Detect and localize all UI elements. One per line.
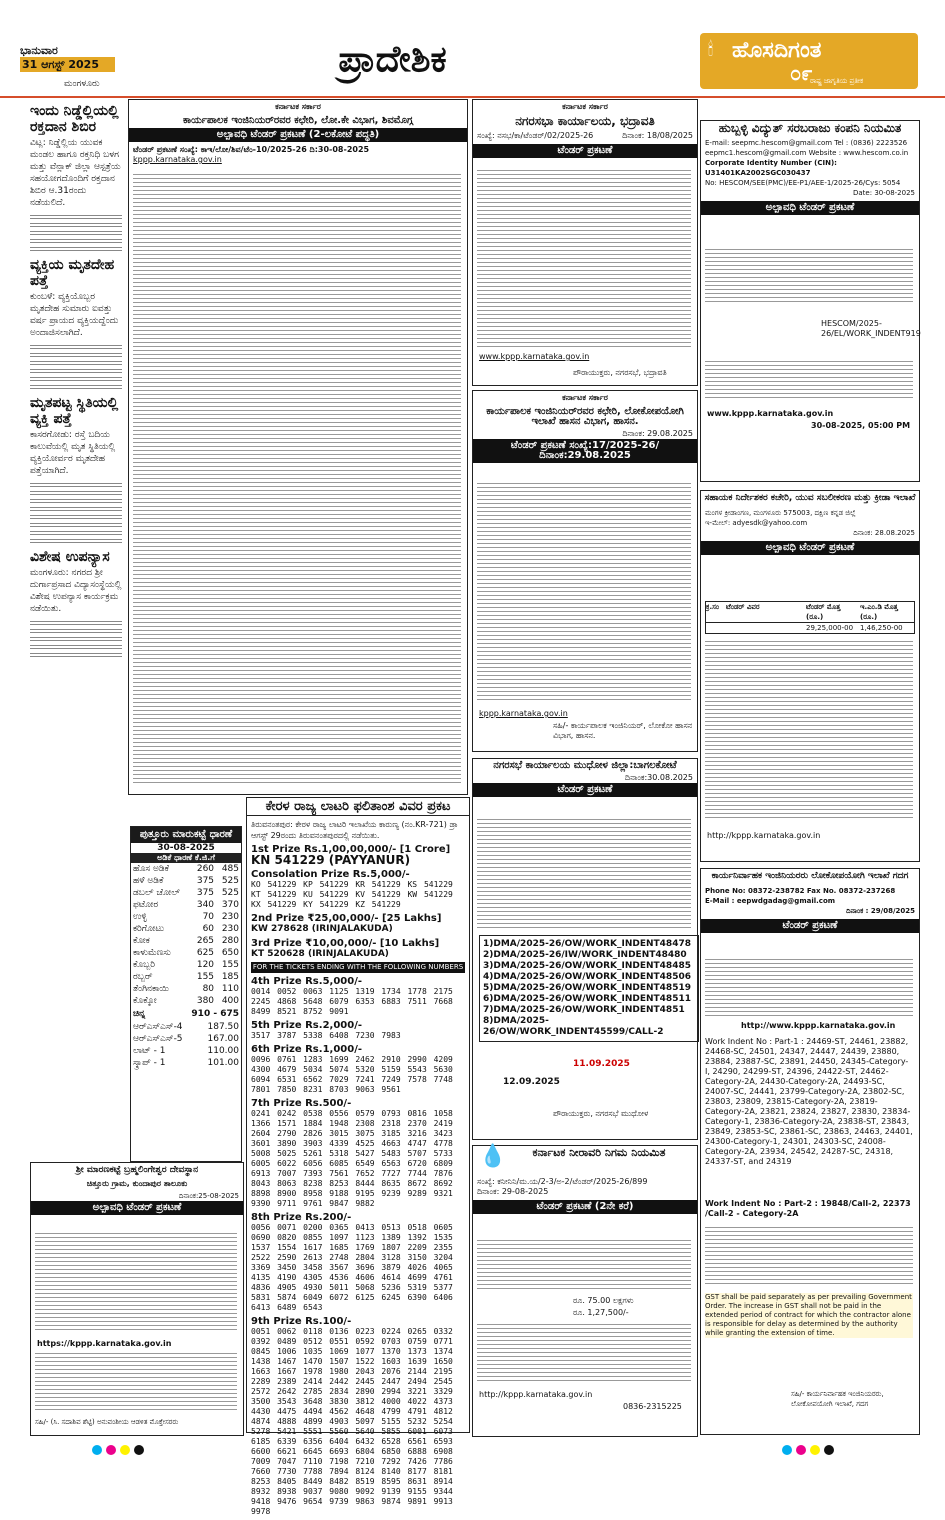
rate-cell: 525 [221, 888, 239, 898]
ad-portal[interactable]: http://kppp.karnataka.gov.in [707, 831, 821, 840]
rates-table [131, 863, 241, 1007]
rate-cell: 110 [221, 984, 239, 994]
ad-ref: ಸಂಖ್ಯೆ: ಕನೀನಿನಿ/ಮ.ಯ/2-3/ಅ-2/ಟೆಂಡರ್/2025-26/899 [477, 1177, 648, 1186]
rate-cell: 370 [221, 900, 239, 910]
ad-portal[interactable]: www.kppp.karnataka.gov.in [479, 352, 590, 361]
indent-item: 2)DMA/2025-26/IW/WORK_INDENT48480 [483, 950, 687, 960]
work-indent-part1: Work Indent No : Part-1 : 24469-ST, 24461, 23882, 24468-SC, 24501, 24347, 24447, 24439, 23880, 23884, 23887-SC, 23891, 24450, 24345-Category-I, 24290, 24299-ST, 24396, 24422-ST, 24462-Category-2A, 24430-Category-2A, 24493-SC, 24007-SC, 24441, 23799-Category-2A, 23802-SC, 23803, 23809, 23815-Category-2A, 23819-Category-2A, 23821, 23824, 23827, 23830, 23834-Category-1, 23836-Category-2A, 23838-ST, 23843, 23849, 23853-SC, 23861-SC, 23863, 24463, 24401, 24300-Category-1, 24301, 24303-SC, 24008-Category-2A, 23934, 24542, 24287-SC, 24318, 24337-ST, and 24319 [705, 1037, 913, 1166]
rate-cell: 155 [196, 972, 215, 982]
ad-portal[interactable]: http://www.kppp.karnataka.gov.in [741, 1021, 896, 1030]
rate-cell: 625 [196, 948, 215, 958]
lottery-intro: ತಿರುವನಂತಪುರ: ಕೇರಳ ರಾಜ್ಯ ಲಾಟರಿ ಇಲಾಖೆಯ ಕಾರುಣ್ಯ (ನಂ.KR-721) ಡ್ರಾ ಆಗಸ್ಟ್ 29ರಂದು ತಿರುವನಂತಪುರದಲ್ಲಿ ನಡೆಯಿತು. [251, 820, 458, 840]
ad-title: ಅಲ್ಪಾವಧಿ ಟೆಂಡರ್ ಪ್ರಕಟಣೆ (2-ಲಕೋಟೆ ಪದ್ಧತಿ) [129, 128, 467, 142]
page-title: ಪ್ರಾದೇಶಿಕ [300, 40, 485, 78]
rate-row [131, 983, 241, 995]
ad-signoff: ಸಹಿ/- (ಸಿ. ಸದಾಶಿವ ಶೆಟ್ಟಿ) ಅನುವಂಶೀಯ ಆಡಳಿತ ಮೊಕ್ತೇಸರರು [35, 1418, 179, 1426]
left-news-column [30, 99, 122, 839]
brand-logo [700, 33, 918, 89]
rubber-cell: 187.50 [207, 1022, 239, 1032]
ad-date: Date: 30-08-2025 [853, 189, 915, 197]
prize-label: 5th Prize Rs.2,000/- [251, 1020, 362, 1031]
ad-signoff: ಪೌರಾಯುಕ್ತರು, ನಗರಸಭೆ ಮುಧೋಳ [553, 1109, 649, 1118]
ad-office: ಕಾರ್ಯನಿರ್ವಾಹಕ ಇಂಜಿನಿಯರರು ಲೋಕೋಪಯೋಗಿ ಇಲಾಖೆ ಗದಗ [711, 871, 909, 881]
prize-number: KN 541229 (PAYYANUR) [251, 853, 411, 867]
rate-cell: 60 [202, 924, 215, 934]
rate-cell: 155 [221, 960, 239, 970]
rubber-row [131, 1033, 241, 1045]
rubber-cell: 101.00 [207, 1058, 239, 1068]
ad-portal[interactable]: kppp.karnataka.gov.in [133, 155, 222, 164]
ad-title: ಟೆಂಡರ್ ಪ್ರಕಟಣೆ (2ನೇ ಕರೆ) [473, 1200, 697, 1214]
masthead-divider [0, 96, 945, 98]
rate-cell: 185 [221, 972, 239, 982]
indent-item: 5)DMA/2025-26/OW/WORK_INDENT48519 [483, 983, 691, 993]
prize-label: 6th Prize Rs.1,000/- [251, 1044, 362, 1055]
ad-email: ಇ-ಮೇಲ್: adyesdk@yahoo.com [705, 519, 808, 527]
rubber-row [131, 1021, 241, 1033]
rate-cell: ಉಳ್ಳಿ [133, 912, 147, 922]
rate-row [131, 863, 241, 875]
rate-cell: 380 [196, 996, 215, 1006]
prize-number: KT 520628 (IRINJALAKUDA) [251, 949, 389, 959]
lottery-title: ಕೇರಳ ರಾಜ್ಯ ಲಾಟರಿ ಫಲಿತಾಂಶ ವಿವರ ಪ್ರಕಟ [247, 798, 469, 816]
rubber-row [131, 1057, 241, 1069]
rate-cell: ಕೊಕ್ಕೋ [133, 996, 157, 1006]
ad-indent: HESCOM/2025-26/EL/WORK_INDENT919 [821, 319, 921, 338]
ad-ref: No: HESCOM/SEE(PMC)/EE-P1/AEE-1/2025-26/Cys: 5054 [705, 179, 901, 187]
table-header: ಕ್ರ.ಸಂ [706, 603, 719, 611]
prize-label: Consolation Prize Rs.5,000/- [251, 869, 410, 880]
rate-cell: 230 [221, 924, 239, 934]
table-cell: 29,25,000-00 [806, 624, 854, 632]
ad-ref: ಸಂಖ್ಯೆ: ನಸಭ/ಕಾ/ಟೆಂಡರ್/02/2025-26 [477, 131, 594, 140]
rubber-cell: ಆರ್‌ಎಸ್‌ಎಸ್-4 [133, 1022, 183, 1032]
rate-cell: 485 [221, 864, 239, 874]
tender-table [705, 601, 915, 634]
indent-item: 7)DMA/2025-26/OW/WORK_INDENT4851 [483, 1005, 685, 1015]
ad-deadline: 30-08-2025, 05:00 PM [811, 421, 911, 430]
rate-cell: 400 [221, 996, 239, 1006]
lottery-results [246, 797, 470, 1516]
rubber-table [131, 1021, 241, 1069]
tender-ad-mudhol [472, 758, 698, 1140]
lamp-icon: 🕯 [708, 39, 714, 60]
rate-cell: 230 [221, 912, 239, 922]
prize-label: 7th Prize Rs.500/- [251, 1098, 352, 1109]
rate-row [131, 935, 241, 947]
rate-cell: 340 [196, 900, 215, 910]
ad-signoff: ಪೌರಾಯುಕ್ತರು, ನಗರಸಭೆ, ಭದ್ರಾವತಿ [573, 368, 667, 377]
print-registration-marks [780, 1440, 836, 1459]
prize-numbers: 0096 0761 1283 1699 2462 2910 2990 4209 4300 4679 5034 5074 5320 5159 5543 5630 6094 6531 6562 7029 7241 7249 7578 7748 7801 7850 8231 8703 9063 9561 [251, 1055, 453, 1094]
tender-ad-youth-sports [700, 490, 920, 862]
rate-cell: ಫಟೋರ [133, 900, 159, 910]
rate-row [131, 995, 241, 1007]
rate-row [131, 875, 241, 887]
rate-cell: 120 [196, 960, 215, 970]
ad-bar: ಅಲ್ಪಾವಧಿ ಟೆಂಡರ್ ಪ್ರಕಟಣೆ [31, 1201, 243, 1215]
rate-cell: ಕೊಬ್ಬರಿ [133, 960, 156, 970]
indent-list [479, 935, 699, 1042]
ad-office: ಸಹಾಯಕ ನಿರ್ದೇಶಕರ ಕಚೇರಿ, ಯುವ ಸಬಲೀಕರಣ ಮತ್ತು ಕ್ರೀಡಾ ಇಲಾಖೆ [704, 493, 916, 503]
table-header: ಟೆಂಡರ್ ವಿವರ [726, 603, 760, 611]
ad-subtitle: ಚಿತ್ತೂರು ಗ್ರಾಮ, ಕುಂದಾಪುರ ತಾಲೂಕು [86, 1179, 188, 1188]
rate-cell: ಡಬಲ್ ಚೋಲ್ [133, 888, 181, 898]
endings-bar: FOR THE TICKETS ENDING WITH THE FOLLOWING NUMBERS [252, 963, 464, 971]
indent-item: 6)DMA/2025-26/OW/WORK_INDENT48511 [483, 994, 691, 1004]
ad-date: ದಿನಾಂಕ: 18/08/2025 [622, 131, 693, 140]
ad-title: ಟೆಂಡರ್ ಪ್ರಕಟಣೆ [473, 144, 697, 158]
brand-tagline: ರಾಷ್ಟ್ರ ಜಾಗೃತಿಯ ಪ್ರತೀಕ [810, 77, 864, 85]
last-date: 11.09.2025 [573, 1059, 630, 1069]
print-registration-marks [90, 1440, 146, 1459]
open-date: 12.09.2025 [503, 1077, 560, 1087]
ad-date: ದಿನಾಂಕ : 29/08/2025 [846, 907, 915, 915]
prize-label: 1st Prize Rs.1,00,00,000/- [1 Crore] [251, 844, 451, 855]
ad-title: ಅಲ್ಪಾವಧಿ ಟೆಂಡರ್ ಪ್ರಕಟಣೆ [701, 201, 919, 215]
rate-cell: 260 [196, 864, 215, 874]
tender-ad-hassan [472, 390, 698, 752]
ad-company: ಕರ್ನಾಟಕ ನೀರಾವರಿ ನಿಗಮ ನಿಯಮಿತ [532, 1146, 666, 1159]
prize-label: 3rd Prize ₹10,00,000/- [10 Lakhs] [251, 938, 440, 949]
ad-office: ಕಾರ್ಯಪಾಲಕ ಇಂಜಿನಿಯರ್‌ರವರ ಕಛೇರಿ, ಲೋಕೋಪಯೋಗಿ ಇಲಾಖೆ ಹಾಸನ ವಿಭಾಗ, ಹಾಸನ. [486, 406, 684, 427]
ad-govt: ಕರ್ನಾಟಕ ಸರ್ಕಾರ [275, 102, 321, 111]
rate-row [131, 947, 241, 959]
rubber-cell: ಸ್ಕ್ರಾಪ್ - 1 [133, 1058, 166, 1068]
tender-ad-pwd-shivamogga [128, 99, 468, 795]
rubber-row [131, 1045, 241, 1057]
date-label: 31 ಆಗಸ್ಟ್ 2025 [20, 57, 115, 72]
prize-label: 8th Prize Rs.200/- [251, 1212, 352, 1223]
prize-numbers: 0051 0062 0118 0136 0223 0224 0265 0332 0392 0489 0512 0551 0592 0703 0759 0771 0845 1006 1035 1069 1077 1370 1373 1374 1438 1467 1470 1507 1522 1603 1639 1650 1663 1667 1978 1980 2043 2076 2144 2195 2289 2389 2414 2442 2445 2447 2494 2545 2572 2642 2785 2834 2890 2994 3221 3329 3500 3543 3648 3830 3812 4000 4022 4373 4430 4475 4494 4562 4648 4799 4791 4812 4874 4888 4899 4903 5097 5155 5232 5254 5278 5421 5551 5560 5640 5855 6001 6073 6185 6339 6356 6404 6432 6528 6561 6593 6600 6621 6645 6693 6804 6850 6888 6908 7009 7047 7110 7198 7210 7292 7426 7786 7660 7730 7788 7894 8124 8140 8177 8181 8253 8405 8449 8482 8519 8595 8631 8914 8932 8938 9037 9080 9092 9139 9155 9344 9418 9476 9654 9739 9863 9874 9891 9913 9978 [251, 1327, 453, 1516]
ad-phone: Phone No: 08372-238782 Fax No. 08372-237268 [705, 887, 896, 895]
ad-portal[interactable]: kppp.karnataka.gov.in [479, 709, 568, 718]
masthead [0, 0, 945, 95]
ad-office: ನಗರಸಭೆ ಕಾರ್ಯಾಲಯ ಮುಧೋಳ ಜಿಲ್ಲಾ:ಬಾಗಲಕೋಟೆ [493, 760, 677, 771]
ad-portal[interactable]: www.kppp.karnataka.gov.in [707, 409, 834, 418]
ad-office: ನಗರಸಭಾ ಕಾರ್ಯಾಲಯ, ಭದ್ರಾವತಿ [515, 114, 655, 128]
rate-row [131, 923, 241, 935]
rate-cell: 650 [221, 948, 239, 958]
rate-cell: ತೆಂಗಿನಕಾಯಿ [133, 984, 169, 994]
tender-ad-bhadravati [472, 99, 698, 386]
ad-emd: ರೂ. 1,27,500/- [573, 1308, 629, 1317]
ad-ref: ಟೆಂಡರ್ ಪ್ರಕಟಣೆ ಸಂಖ್ಯೆ: ಕಾಇ/ಲೋ/ಶಿವ/ಟೆಂ-10/2025-26 ದಿ:30-08-2025 [133, 145, 370, 154]
indent-item: 3)DMA/2025-26/OW/WORK_INDENT48485 [483, 961, 691, 971]
rate-cell: ಕಾಳುಮೆಣಸು [133, 948, 171, 958]
ad-office: ಕಾರ್ಯಪಾಲಕ ಇಂಜಿನಿಯರ್‌ರವರ ಕಛೇರಿ, ಲೋ.ಕೇ ವಿಭಾಗ, ಶಿವಮೊಗ್ಗ [183, 115, 413, 126]
ad-signoff: ಸಹಿ/- ಕಾರ್ಯಪಾಲಕ ಇಂಜಿನಿಯರ್, ಲೋಕೋ ಹಾಸನ ವಿಭಾಗ, ಹಾಸನ. [553, 721, 693, 740]
ad-date: ದಿನಾಂಕ: 28.08.2025 [853, 529, 915, 537]
ad-date: ದಿನಾಂಕ:30.08.2025 [624, 773, 693, 782]
ad-date: ದಿನಾಂಕ: 29-08-2025 [477, 1187, 549, 1196]
rubber-cell: 110.00 [207, 1046, 239, 1056]
ad-email: E-Mail : eepwdgadag@gmail.com [705, 897, 836, 905]
ad-date: ದಿನಾಂಕ:25-08-2025 [178, 1192, 239, 1200]
rubber-cell: 167.00 [207, 1034, 239, 1044]
prize-numbers: 3517 3787 5338 6408 7230 7983 [251, 1031, 401, 1040]
rates-subtitle: ಅಡಿಕೆ ಧಾರಣೆ ಕೆ.ಜಿ.ಗೆ [131, 853, 241, 863]
rate-cell: 265 [196, 936, 215, 946]
rubber-cell: ಆರ್‌ಎಸ್‌ಎಸ್-5 [133, 1034, 183, 1044]
rate-cell: 80 [202, 984, 215, 994]
prize-numbers: KO 541229 KP 541229 KR 541229 KS 541229 KT 541229 KU 541229 KV 541229 KW 541229 KX 541229 KY 541229 KZ 541229 [251, 880, 453, 909]
ad-portal[interactable]: https://kppp.karnataka.gov.in [37, 1339, 172, 1348]
ad-title: ಟೆಂಡರ್ ಪ್ರಕಟಣೆ [473, 783, 697, 797]
rates-date: 30-08-2025 [157, 843, 215, 853]
indent-item: 4)DMA/2025-26/OW/WORK_INDENT48506 [483, 972, 691, 982]
work-indent-part2: Work Indent No : Part-2 : 19848/Call-2, 22373 /Call-2 - Category-2A [705, 1199, 911, 1218]
rubber-cell: ಲಾಟ್ - 1 [133, 1046, 166, 1056]
ad-email: E-mail: seepmc.hescom@gmail.com Tel : (0836) 2223526 [705, 139, 908, 147]
prize-numbers: 0056 0071 0200 0365 0413 0513 0518 0605 0690 0820 0855 1097 1123 1389 1392 1535 1537 1554 1617 1685 1769 1807 2209 2355 2522 2590 2613 2748 2804 3128 3150 3204 3369 3450 3458 3567 3696 3879 4026 4065 4135 4190 4305 4536 4606 4614 4699 4761 4836 4905 4930 5011 5068 5236 5319 5377 5831 5874 6049 6072 6125 6245 6390 6406 6413 6489 6543 [251, 1223, 453, 1312]
prize-numbers: 0014 0052 0063 1125 1319 1734 1778 2175 2245 4868 5648 6079 6353 6883 7511 7668 8499 8521 8752 9091 [251, 987, 453, 1016]
rate-cell: 375 [196, 876, 215, 886]
story-body: ಕಾಸರಗೋಡು: ರಸ್ತೆ ಬದಿಯ ಕಾಲುವೆಯಲ್ಲಿ ಮೃತ ಸ್ಥಿತಿಯಲ್ಲಿ ವ್ಯಕ್ತಿಯೋರ್ವರ ಮೃತದೇಹ ಪತ್ತೆಯಾಗಿದೆ. [30, 430, 116, 476]
ad-title: ಅಲ್ಪಾವಧಿ ಟೆಂಡರ್ ಪ್ರಕಟಣೆ [701, 541, 919, 555]
brand-name: ಹೊಸದಿಗಂತ [732, 37, 822, 63]
story-body: ಮಂಗಳೂರು: ನಗರದ ಶ್ರೀ ದುರ್ಗಾಪ್ರಸಾದ ವಿದ್ಯಾಸಂಸ್ಥೆಯಲ್ಲಿ ವಿಶೇಷ ಉಪನ್ಯಾಸ ಕಾರ್ಯಕ್ರಮ ನಡೆಯಿತು. [30, 568, 122, 614]
story-title: ಇಂದು ನಿಡ್ಡೆಲ್ಲಿಯಲ್ಲಿ ರಕ್ತದಾನ ಶಿಬಿರ [30, 103, 119, 135]
prize-number: KW 278628 (IRINJALAKUDA) [251, 924, 393, 934]
rate-cell: ಹಳೆ ಅಡಿಕೆ [133, 876, 164, 886]
rate-cell: ಹೊಸ ಅಡಿಕೆ [133, 864, 169, 874]
rate-row [131, 911, 241, 923]
ad-title: ಟೆಂಡರ್ ಪ್ರಕಟಣೆ [701, 919, 919, 933]
ad-date: ದಿನಾಂಕ: 29.08.2025 [622, 429, 693, 438]
ad-signoff: ಸಹಿ/- ಕಾರ್ಯನಿರ್ವಾಹಕ ಇಂಜಿನಿಯರರು, ಲೋಕೋಪಯೋಗಿ ಇಲಾಖೆ, ಗದಗ [791, 1390, 884, 1408]
day-label: ಭಾನುವಾರ [20, 44, 58, 57]
market-rates-box [130, 826, 242, 1162]
indent-item: 8)DMA/2025-26/OW/WORK_INDENT45599/CALL-2 [483, 1016, 664, 1037]
table-cell: 1,46,250-00 [860, 624, 903, 632]
rate-cell: 70 [202, 912, 215, 922]
tender-ad-hescom [700, 120, 920, 482]
ad-company: ಹುಬ್ಬಳ್ಳಿ ವಿದ್ಯುತ್ ಸರಬರಾಜು ಕಂಪನಿ ನಿಯಮಿತ [718, 121, 902, 135]
table-header: ಟೆಂಡರ್ ಮೊತ್ತ (ರೂ.) [806, 603, 841, 621]
rate-row [131, 959, 241, 971]
prize-numbers: 0241 0242 0538 0556 0579 0793 0816 1058 1366 1571 1884 1948 2308 2318 2370 2419 2604 2790 2826 3015 3075 3185 3216 3423 3601 3890 3903 4339 4525 4663 4747 4778 5008 5025 5261 5318 5427 5483 5707 5733 6005 6022 6056 6085 6549 6563 6720 6809 6913 7007 7393 7561 7652 7727 7744 7876 8043 8063 8238 8253 8444 8635 8672 8692 8898 8900 8958 9188 9195 9239 9289 9321 9390 9711 9761 9847 9882 [251, 1109, 453, 1208]
rate-row [131, 887, 241, 899]
rates-title: ಪುತ್ತೂರು ಮಾರುಕಟ್ಟೆ ಧಾರಣೆ [131, 827, 241, 843]
ad-cin: Corporate Identity Number (CIN): U31401KA2002SGC030437 [705, 159, 837, 177]
ad-title: ಶ್ರೀ ಮಾರಣಕಟ್ಟೆ ಬ್ರಹ್ಮಲಿಂಗೇಶ್ವರ ದೇವಸ್ಥಾನ [75, 1165, 199, 1175]
ad-govt: ಕರ್ನಾಟಕ ಸರ್ಕಾರ [562, 393, 608, 402]
ad-website: eepmc1.hescom@gmail.com Website : www.hescom.co.in [705, 149, 909, 157]
rate-cell: 375 [196, 888, 215, 898]
story-title: ವಿಶೇಷ ಉಪನ್ಯಾಸ [30, 549, 110, 565]
ad-phone: 0836-2315225 [623, 1402, 682, 1411]
prize-label: 9th Prize Rs.100/- [251, 1316, 352, 1327]
rate-row [131, 899, 241, 911]
rate-cell: ಕೋಕ [133, 936, 150, 946]
story-title: ವ್ಯಕ್ತಿಯ ಮೃತದೇಹ ಪತ್ತೆ [30, 257, 115, 289]
ad-address: ಮಂಗಳ ಕ್ರೀಡಾಂಗಣ, ಮಂಗಳೂರು 575003, ದಕ್ಷಿಣ ಕನ್ನಡ ಜಿಲ್ಲೆ [705, 509, 856, 517]
rate-cell: ಕರಿಗೋಟು [133, 924, 165, 934]
tender-ad-gadag [700, 868, 920, 1435]
prize-label: 4th Prize Rs.5,000/- [251, 976, 362, 987]
prize-label: 2nd Prize ₹25,00,000/- [25 Lakhs] [251, 913, 442, 924]
ad-amount: ರೂ. 75.00 ಲಕ್ಷಗಳು [573, 1296, 634, 1305]
rate-row [131, 971, 241, 983]
ad-title: ಟೆಂಡರ್ ಪ್ರಕಟಣೆ ಸಂಖ್ಯೆ:17/2025-26/ದಿನಾಂಕ:29.08.2025 [473, 439, 697, 463]
story-title: ಮೃತಪಟ್ಟ ಸ್ಥಿತಿಯಲ್ಲಿ ವ್ಯಕ್ತಿ ಪತ್ತೆ [30, 395, 119, 427]
ad-portal[interactable]: http://kppp.karnataka.gov.in [479, 1390, 593, 1399]
gold-rate: 910 - 675 [191, 1009, 239, 1019]
story-body: ವಿಟ್ಲ: ನಿಡ್ಡೆಲ್ಲಿಯ ಯುವಕ ಮಂಡಲ ಹಾಗೂ ರಕ್ತನಿಧಿ ಬಳಗ ಮತ್ತು ವೆನ್ಲಾಕ್ ಜಿಲ್ಲಾ ಆಸ್ಪತ್ರೆಯ ಸಹಯೋಗದೊಂದಿಗೆ ರಕ್ತದಾನ ಶಿಬಿರ ಆ.31ರಂದು ನಡೆಯಲಿದೆ. [30, 138, 121, 208]
gold-label: ಚಿನ್ನ [133, 1009, 146, 1019]
story-body: ಕುಂಬಳೆ: ವ್ಯಕ್ತಿಯೊಬ್ಬರ ಮೃತದೇಹ ಸುಮಾರು ಐವತ್ತು ವರ್ಷ ಪ್ರಾಯದ ವ್ಯಕ್ತಿಯದ್ದೆಂದು ಅಂದಾಜಿಸಲಾಗಿದೆ. [30, 292, 119, 338]
page-number: ೦೯ [790, 61, 813, 85]
gst-note: GST shall be paid separately as per prevailing Government Order. The increase in GST shall not be paid in the extended period of contract for which the contractor alone is responsible for delay as determined by the authority while granting the extension of time. [705, 1293, 912, 1337]
table-header: ಇ.ಎಂ.ಡಿ ಮೊತ್ತ (ರೂ.) [860, 603, 898, 621]
rate-cell: 525 [221, 876, 239, 886]
water-drop-icon: 💧 [479, 1144, 507, 1169]
city-label: ಮಂಗಳೂರು [64, 79, 100, 89]
ad-govt: ಕರ್ನಾಟಕ ಸರ್ಕಾರ [562, 102, 608, 111]
rate-cell: ರಬ್ಬರ್ [133, 972, 153, 982]
date-box [20, 44, 115, 72]
rate-cell: 280 [221, 936, 239, 946]
indent-item: 1)DMA/2025-26/OW/WORK_INDENT48478 [483, 939, 691, 949]
tender-ad-kniel [472, 1145, 698, 1437]
tender-ad-temple [30, 1162, 244, 1436]
